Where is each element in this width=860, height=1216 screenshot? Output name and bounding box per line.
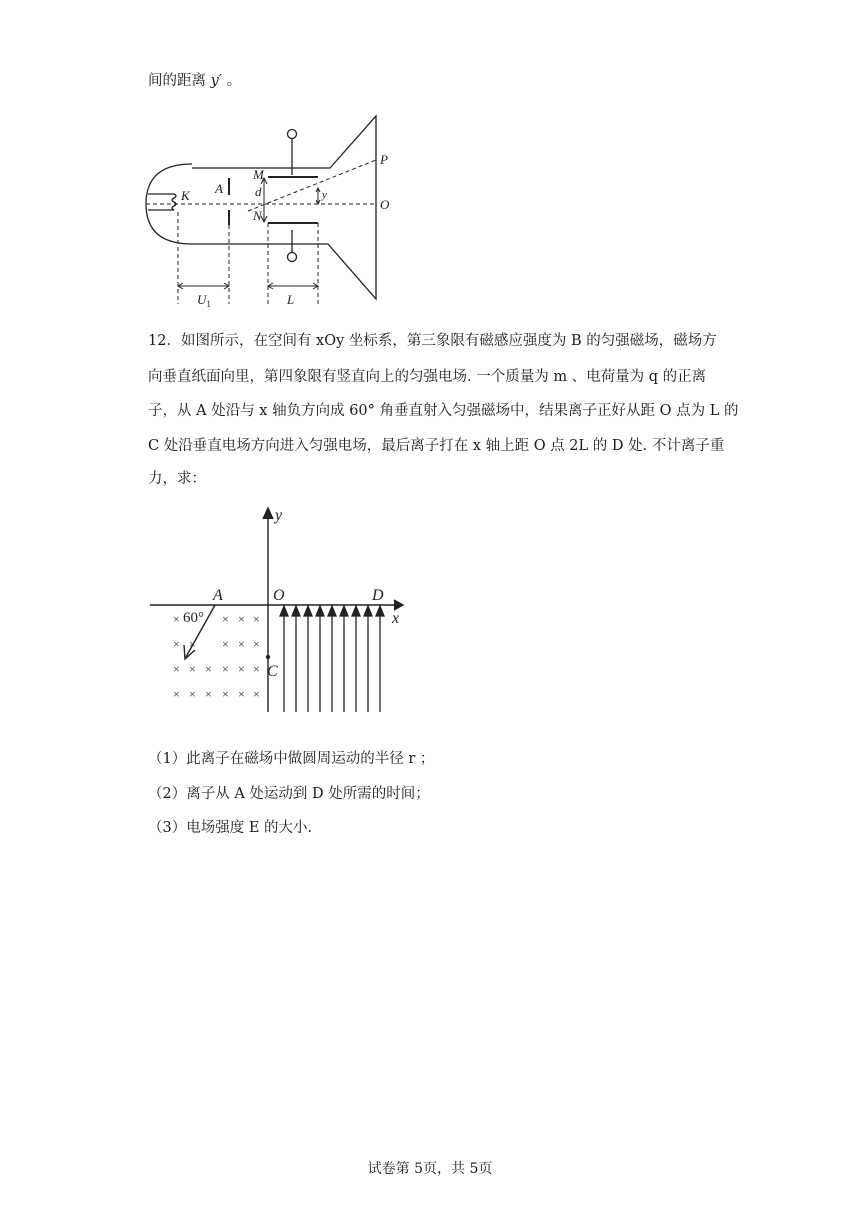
- bottom-terminal: [288, 253, 297, 262]
- top-terminal: [288, 130, 297, 139]
- sub-question-1: （1）此离子在磁场中做圆周运动的半径 r ；: [148, 751, 435, 767]
- label-point-d: D: [372, 587, 384, 604]
- label-a: A: [215, 181, 223, 196]
- prev-text-before: 间的距离: [148, 73, 206, 89]
- sub-question-2: （2）离子从 A 处运动到 D 处所需的时间；: [148, 786, 430, 802]
- label-origin: O: [273, 587, 285, 604]
- svg-text:×: ×: [238, 612, 245, 626]
- svg-text:×: ×: [189, 662, 196, 676]
- figure-cathode-ray-tube: [140, 112, 400, 310]
- prev-text-after: 。: [226, 73, 242, 89]
- label-p: P: [380, 152, 388, 167]
- svg-text:×: ×: [253, 637, 260, 651]
- previous-question-tail: [148, 71, 241, 91]
- page-footer: 试卷第 5页，共 5页: [367, 1161, 493, 1177]
- svg-text:×: ×: [173, 637, 180, 651]
- question12-line-1: 12．如图所示，在空间有 xOy 坐标系，第三象限有磁感应强度为 B 的匀强磁场，磁场方: [148, 333, 717, 349]
- label-u1-sub: 1: [206, 299, 211, 309]
- label-x-axis: x: [392, 610, 400, 627]
- label-point-c: C: [267, 663, 278, 680]
- filament-k: [172, 194, 176, 210]
- svg-text:×: ×: [173, 662, 180, 676]
- svg-text:×: ×: [222, 687, 229, 701]
- svg-text:×: ×: [189, 637, 196, 651]
- label-y: y: [322, 189, 327, 201]
- label-u1: $U_1$: [197, 292, 211, 309]
- svg-text:×: ×: [238, 637, 245, 651]
- figure-field-coordinates: [140, 502, 415, 717]
- svg-text:×: ×: [253, 662, 260, 676]
- svg-text:×: ×: [189, 687, 196, 701]
- label-angle: 60°: [183, 610, 204, 626]
- svg-text:×: ×: [238, 662, 245, 676]
- svg-text:×: ×: [238, 687, 245, 701]
- svg-text:×: ×: [253, 612, 260, 626]
- sub-question-3: （3）电场强度 E 的大小.: [148, 820, 313, 836]
- question12-line-2: 向垂直纸面向里，第四象限有竖直向上的匀强电场. 一个质量为 m 、电荷量为 q 的正离: [148, 369, 707, 385]
- label-k: K: [181, 188, 190, 203]
- question12-line-4: C 处沿垂直电场方向进入匀强电场，最后离子打在 x 轴上距 O 点 2L 的 D 处. 不计离子重: [148, 438, 725, 454]
- point-c: [266, 655, 270, 659]
- svg-text:×: ×: [173, 612, 180, 626]
- svg-text:×: ×: [222, 662, 229, 676]
- prev-variable: y′: [210, 73, 223, 89]
- question12-line-3: 子，从 A 处沿与 x 轴负方向成 60° 角垂直射入匀强磁场中，结果离子正好从距 O 点为 L 的: [148, 403, 739, 419]
- label-d: d: [255, 184, 262, 199]
- question12-line-5: 力，求：: [148, 471, 206, 487]
- label-o: O: [380, 197, 390, 212]
- svg-text:×: ×: [205, 662, 212, 676]
- svg-text:×: ×: [222, 612, 229, 626]
- label-m: M: [253, 167, 264, 182]
- label-point-a: A: [213, 587, 223, 604]
- label-n: N: [253, 208, 262, 223]
- label-y-axis: y: [275, 507, 283, 524]
- svg-text:×: ×: [173, 687, 180, 701]
- svg-text:×: ×: [205, 687, 212, 701]
- electric-field-lines: [280, 606, 384, 712]
- svg-text:×: ×: [222, 637, 229, 651]
- svg-text:×: ×: [253, 687, 260, 701]
- label-l: L: [287, 292, 295, 307]
